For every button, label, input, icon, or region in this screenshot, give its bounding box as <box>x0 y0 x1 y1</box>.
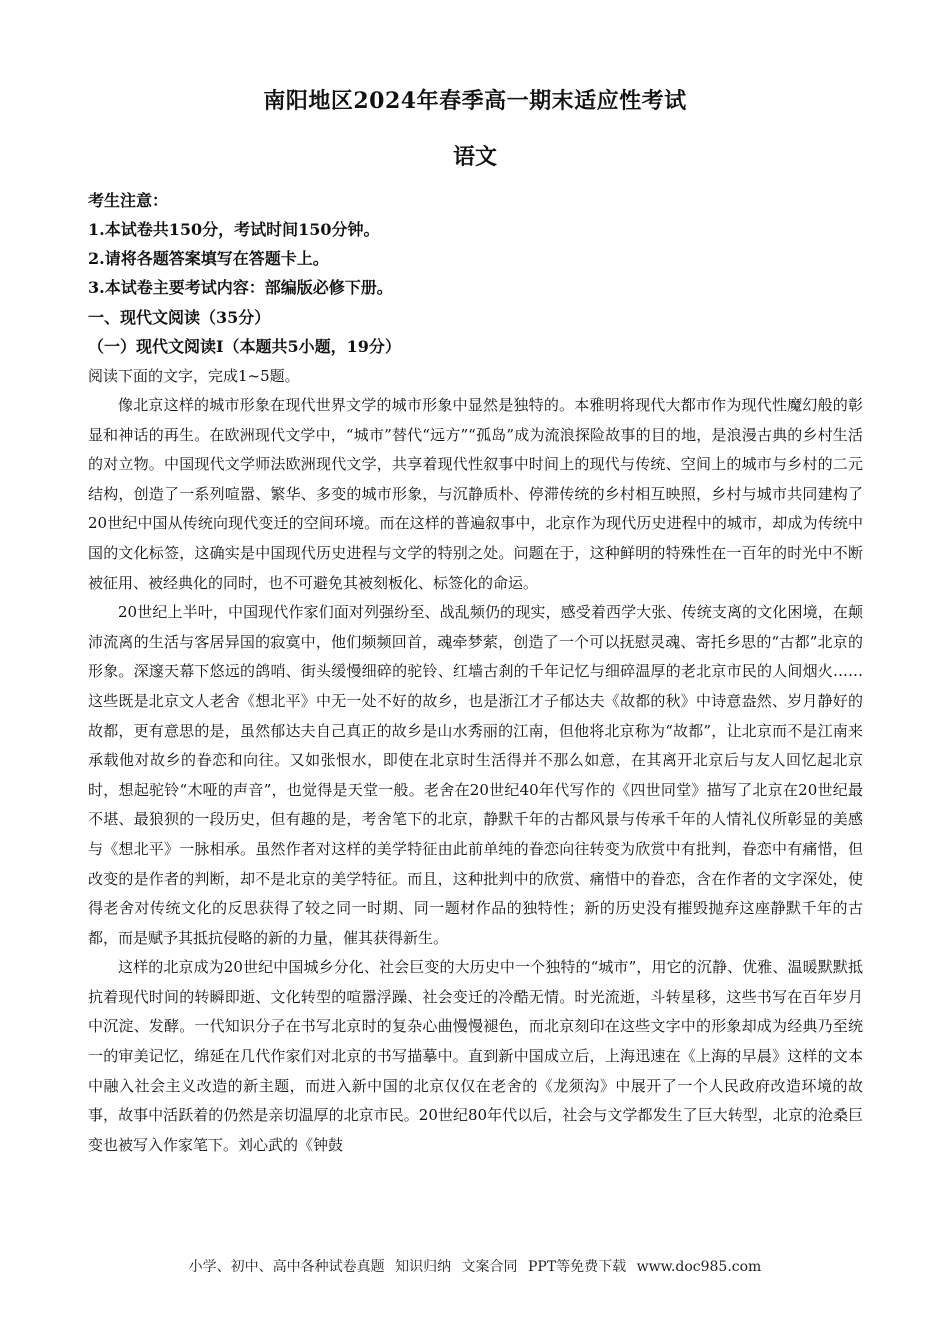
passage-paragraph-1: 像北京这样的城市形象在现代世界文学的城市形象中显然是独特的。本雅明将现代大都市作为现代性魔幻般的彰显和神话的再生。在欧洲现代文学中，“城市”替代“远方”“孤岛”成为流浪探险故事的目的地，是浪漫古典的乡村生活的对立物。中国现代文学师法欧洲现代文学，共享着现代性叙事中时间上的现代与传统、空间上的城市与乡村的二元结构，创造了一系列喧嚣、繁华、多变的城市形象，与沉静质朴、停滞传统的乡村相互映照，乡村与城市共同建构了20世纪中国从传统向现代变迁的空间环境。而在这样的普遍叙事中，北京作为现代历史进程中的城市，却成为传统中国的文化标签，这确实是中国现代历史进程与文学的特别之处。问题在于，这种鲜明的特殊性在一百年的时光中不断被征用、被经典化的同时，也不可避免其被刻板化、标签化的命运。 <box>88 396 863 592</box>
notice-item-2: 2.请将各题答案填写在答题卡上。 <box>88 249 329 268</box>
reading-instruction: 阅读下面的文字，完成1~5题。 <box>88 367 300 385</box>
notice-item-3: 3.本试卷主要考试内容：部编版必修下册。 <box>88 278 393 297</box>
passage-paragraph-3: 这样的北京成为20世纪中国城乡分化、社会巨变的大历史中一个独特的“城市”，用它的沉静、优雅、温暖默默抵抗着现代时间的转瞬即逝、文化转型的喧嚣浮躁、社会变迁的冷酷无情。时光流逝，斗转星移，这些书写在百年岁月中沉淀、发酵。一代知识分子在书写北京时的复杂心曲慢慢褪色，而北京刻印在这些文字中的形象却成为经典乃至统一的审美记忆，绵延在几代作家们对北京的书写描摹中。直到新中国成立后，上海迅速在《上海的早晨》这样的文本中融入社会主义改造的新主题，而进入新中国的北京仅仅在老舍的《龙须沟》中展开了一个人民政府改造环境的故事，故事中活跃着的仍然是亲切温厚的北京市民。20世纪80年代以后，社会与文学都发生了巨大转型，北京的沧桑巨变也被写入作家笔下。刘心武的《钟鼓 <box>88 958 863 1154</box>
section-subheading: （一）现代文阅读Ⅰ（本题共5小题，19分） <box>88 337 401 356</box>
reading-passage <box>88 391 863 1160</box>
notice-heading: 考生注意： <box>88 191 169 210</box>
notice-item-1: 1.本试卷共150分，考试时间150分钟。 <box>88 220 380 239</box>
exam-title: 南阳地区2024年春季高一期末适应性考试 <box>263 88 687 114</box>
subject-title: 语文 <box>452 144 497 170</box>
page-footer: 小学、初中、高中各种试卷真题 知识归纳 文案合同 PPT等免费下载 www.doc985.com <box>188 1259 762 1275</box>
section-heading: 一、现代文阅读（35分） <box>88 308 271 327</box>
passage-paragraph-2: 20世纪上半叶，中国现代作家们面对列强纷至、战乱频仍的现实，感受着西学大张、传统支离的文化困境，在颠沛流离的生活与客居异国的寂寞中，他们频频回首，魂牵梦萦，创造了一个可以抚慰灵魂、寄托乡思的“古都”北京的形象。深邃天幕下悠远的鸽哨、街头缓慢细碎的驼铃、红墙古刹的千年记忆与细碎温厚的老北京市民的人间烟火……这些既是北京文人老舍《想北平》中无一处不好的故乡，也是浙江才子郁达夫《故都的秋》中诗意盎然、岁月静好的故都，更有意思的是，虽然郁达夫自己真正的故乡是山水秀丽的江南，但他将北京称为“故都”，让北京而不是江南来承载他对故乡的眷恋和向往。又如张恨水，即使在北京时生活得并不那么如意，在其离开北京后与友人回忆起北京时，想起驼铃“木哑的声音”，也觉得是天堂一般。老舍在20世纪40年代写作的《四世同堂》描写了北京在20世纪最不堪、最狼狈的一段历史，但有趣的是，考舍笔下的北京，静默千年的古都风景与传承千年的人情礼仪所彰显的美感与《想北平》一脉相承。虽然作者对这样的美学特征由此前单纯的眷恋向往转变为欣赏中有批判，眷恋中有痛惜，但改变的是作者的判断，却不是北京的美学特征。而且，这种批判中的欣赏、痛惜中的眷恋，含在作者的文字深处，使得老舍对传统文化的反思获得了较之同一时期、同一题材作品的独特性；新的历史没有摧毁抛弃这座静默千年的古都，而是赋予其抵抗侵略的新的力量，催其获得新生。 <box>88 603 863 947</box>
